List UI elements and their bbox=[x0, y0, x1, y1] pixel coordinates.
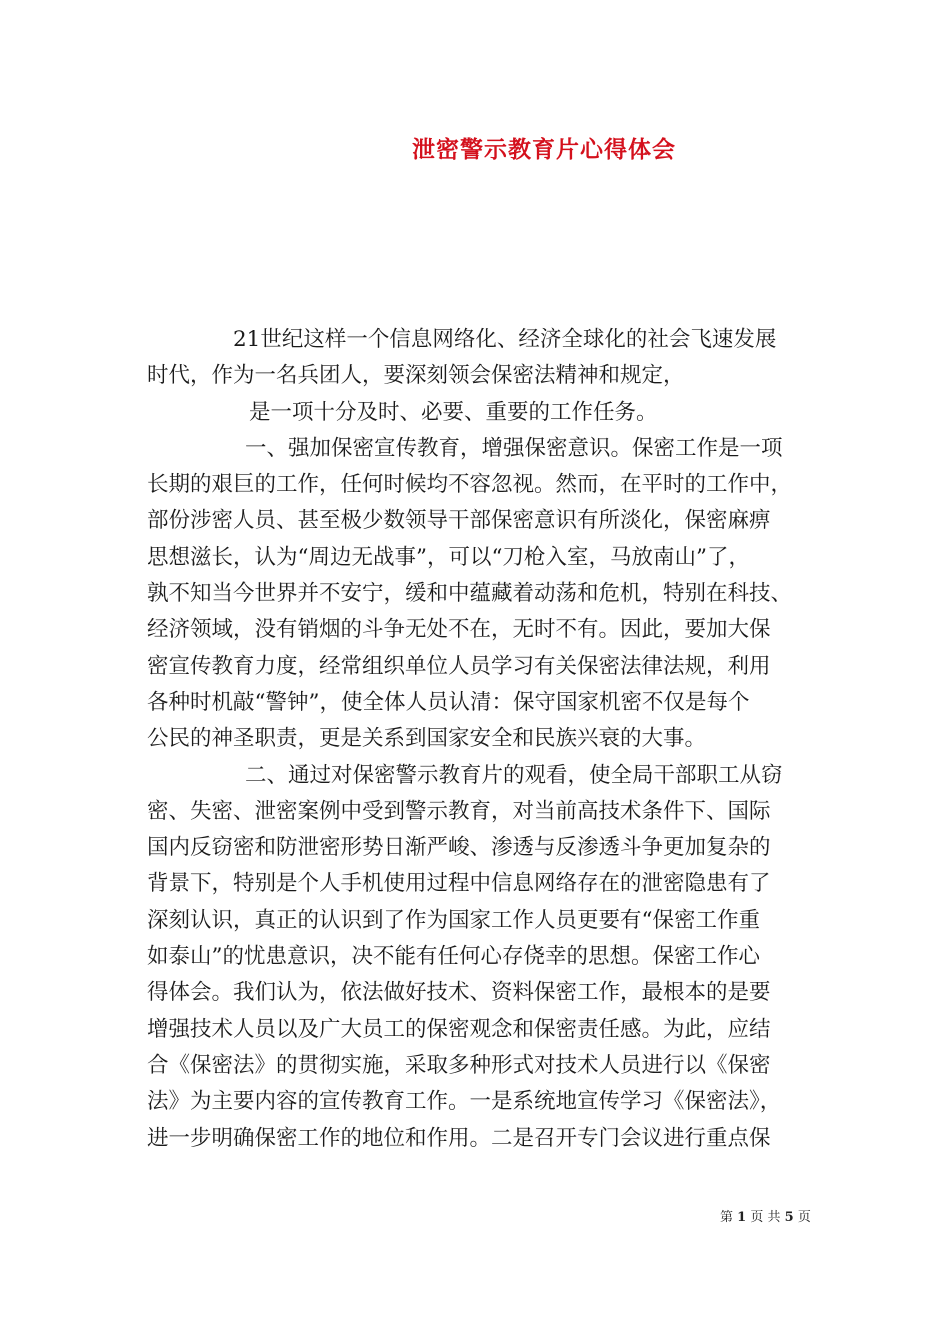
text-line: 长期的艰巨的工作，任何时候均不容忽视。然而，在平时的工作中， bbox=[147, 472, 793, 498]
footer-suffix: 页 bbox=[797, 1210, 811, 1225]
footer-middle: 页 共 bbox=[750, 1210, 781, 1225]
section-heading-line: 一、强加保密宣传教育，增强保密意识。保密工作是一项 bbox=[245, 435, 783, 461]
text-line: 经济领域，没有销烟的斗争无处不在，无时不有。因此，要加大保 bbox=[147, 617, 771, 643]
text-line: 法》为主要内容的宣传教育工作。一是系统地宣传学习《保密法》， bbox=[147, 1089, 782, 1115]
text-line: 部份涉密人员、甚至极少数领导干部保密意识有所淡化，保密麻痹 bbox=[147, 508, 771, 534]
text-line: 深刻认识，真正的认识到了作为国家工作人员更要有“保密工作重 bbox=[147, 907, 760, 933]
text-line: 背景下，特别是个人手机使用过程中信息网络存在的泄密隐患有了 bbox=[147, 871, 771, 897]
text-line: 孰不知当今世界并不安宁，缓和中蕴藏着动荡和危机，特别在科技、 bbox=[147, 581, 793, 607]
text-line: 思想滋长，认为“周边无战事”，可以“刀枪入室，马放南山”了， bbox=[147, 544, 750, 570]
text-line: 21世纪这样一个信息网络化、经济全球化的社会飞速发展 bbox=[233, 327, 777, 352]
text-line: 时代，作为一名兵团人，要深刻领会保密法精神和规定， bbox=[147, 363, 685, 389]
document-body bbox=[147, 322, 827, 1157]
text-line: 密、失密、泄密案例中受到警示教育，对当前高技术条件下、国际 bbox=[147, 798, 771, 824]
text-line: 合《保密法》的贯彻实施，采取多种形式对技术人员进行以《保密 bbox=[147, 1052, 771, 1078]
text-line: 国内反窃密和防泄密形势日渐严峻、渗透与反渗透斗争更加复杂的 bbox=[147, 835, 771, 861]
text-line: 是一项十分及时、必要、重要的工作任务。 bbox=[249, 399, 658, 425]
text-line: 得体会。我们认为，依法做好技术、资料保密工作，最根本的是要 bbox=[147, 980, 771, 1006]
page-title: 泄密警示教育片心得体会 bbox=[412, 136, 676, 163]
section-heading-line: 二、通过对保密警示教育片的观看，使全局干部职工从窃 bbox=[245, 762, 783, 788]
text-line: 增强技术人员以及广大员工的保密观念和保密责任感。为此，应结 bbox=[147, 1016, 771, 1042]
total-pages-number: 5 bbox=[784, 1210, 794, 1225]
text-line: 密宣传教育力度，经常组织单位人员学习有关保密法律法规，利用 bbox=[147, 653, 771, 679]
text-line: 各种时机敲“警钟”，使全体人员认清：保守国家机密不仅是每个 bbox=[147, 689, 750, 715]
text-line: 公民的神圣职责，更是关系到国家安全和民族兴衰的大事。 bbox=[147, 726, 707, 752]
page-number-footer bbox=[720, 1206, 811, 1225]
text-line: 如泰山”的忧患意识，决不能有任何心存侥幸的思想。保密工作心 bbox=[147, 944, 760, 970]
text-line: 进一步明确保密工作的地位和作用。二是召开专门会议进行重点保 bbox=[147, 1125, 771, 1151]
footer-prefix: 第 bbox=[720, 1210, 734, 1225]
current-page-number: 1 bbox=[737, 1210, 747, 1225]
